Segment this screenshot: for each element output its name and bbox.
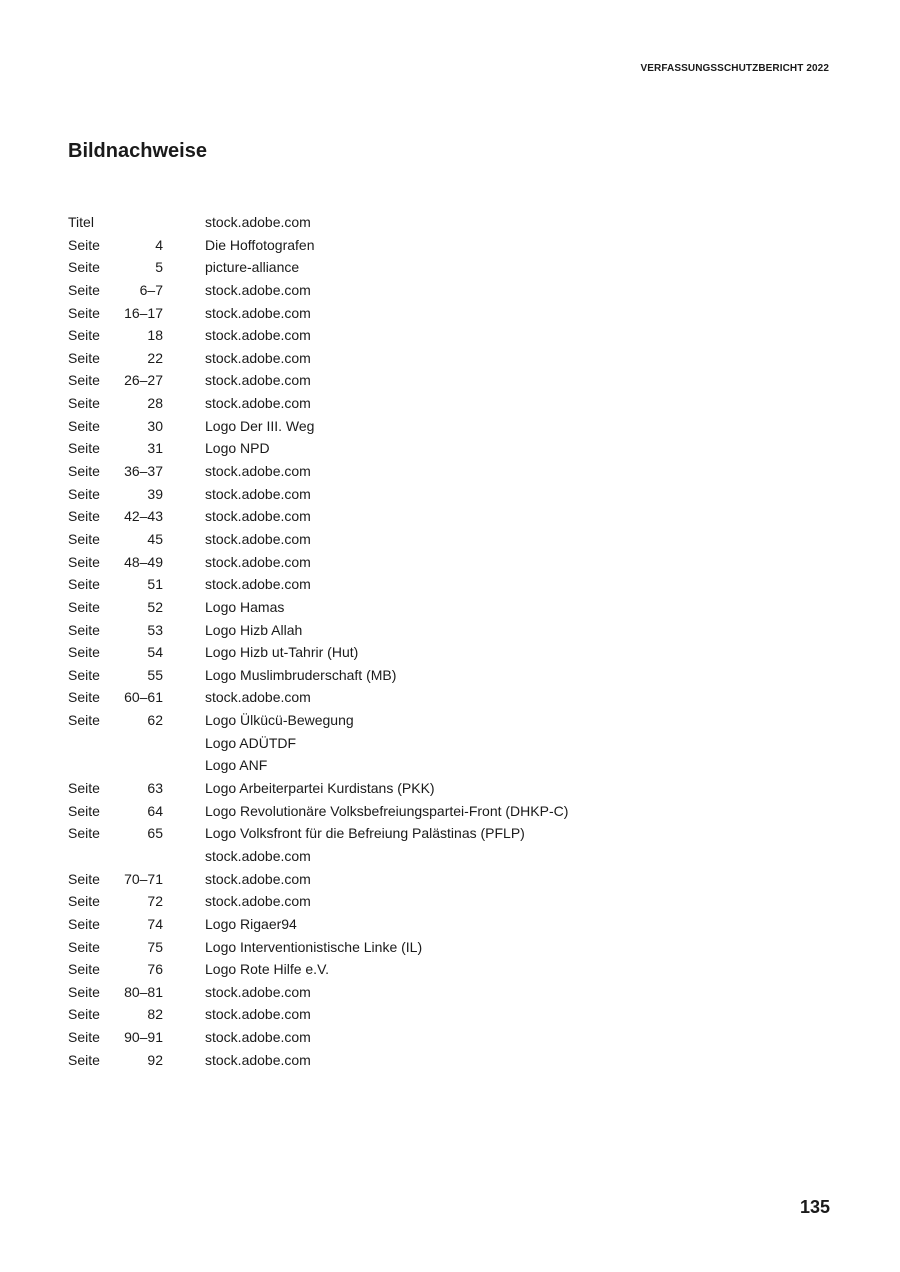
credit-page: 52 [147,598,163,615]
credit-page: 54 [147,644,163,661]
credit-source: stock.adobe.com [205,395,311,412]
credit-source: stock.adobe.com [205,281,311,298]
credit-label: Seite [68,870,100,887]
credit-row [68,460,668,483]
credit-page: 36–37 [124,463,163,480]
credit-page: 82 [147,1006,163,1023]
credit-page: 64 [147,802,163,819]
credit-page: 6–7 [139,281,163,298]
credit-row [68,256,668,279]
credit-page: 55 [147,666,163,683]
credit-row [68,619,668,642]
credit-label: Seite [68,349,100,366]
credit-source: stock.adobe.com [205,349,311,366]
credit-source: stock.adobe.com [205,1029,311,1046]
credit-label: Seite [68,780,100,797]
credit-row [68,913,668,936]
credit-source: stock.adobe.com [205,1051,311,1068]
credit-row [68,234,668,257]
credit-row [68,347,668,370]
credit-label: Seite [68,530,100,547]
credit-row [68,800,668,823]
credit-row [68,573,668,596]
credit-row [68,392,668,415]
credit-label: Seite [68,598,100,615]
credit-page: 74 [147,915,163,932]
credit-source: stock.adobe.com [205,304,311,321]
credit-source: Logo NPD [205,440,270,457]
credit-page: 60–61 [124,689,163,706]
credit-row [68,777,668,800]
credit-page: 18 [147,327,163,344]
credits-list [68,211,668,1071]
page-title: Bildnachweise [68,140,207,162]
credit-source: Logo Interventionistische Linke (IL) [205,938,423,955]
credit-row [68,981,668,1004]
credit-row [68,641,668,664]
credit-label: Seite [68,236,100,253]
credit-row [68,686,668,709]
credit-source: Logo Revolutionäre Volksbefreiungspartei-Front (DHKP-C) [205,802,569,819]
credit-label: Seite [68,417,100,434]
credit-page: 62 [147,712,163,729]
credit-label: Seite [68,893,100,910]
credit-page: 22 [147,349,163,366]
credit-page: 65 [147,825,163,842]
credit-source: picture-alliance [205,259,300,276]
credit-label: Seite [68,983,100,1000]
credit-source: stock.adobe.com [205,1006,311,1023]
credit-row [68,732,668,755]
credit-row [68,822,668,845]
credit-source: Logo Arbeiterpartei Kurdistans (PKK) [205,780,435,797]
credit-row [68,845,668,868]
credit-label: Seite [68,1006,100,1023]
credit-label: Seite [68,508,100,525]
credit-label: Seite [68,825,100,842]
page-number: 135 [799,1197,830,1217]
credit-source: stock.adobe.com [205,870,311,887]
credit-page: 31 [147,440,163,457]
credit-label: Seite [68,463,100,480]
credit-row [68,596,668,619]
credit-row [68,754,668,777]
credit-source: Logo Volksfront für die Befreiung Palästinas (PFLP) [205,825,525,842]
credit-label: Seite [68,961,100,978]
credit-label: Seite [68,304,100,321]
credit-source: stock.adobe.com [205,508,311,525]
credit-source: Logo Rigaer94 [205,915,297,932]
credit-page: 76 [147,961,163,978]
credit-label: Seite [68,553,100,570]
credit-label: Seite [68,802,100,819]
credit-row [68,868,668,891]
credit-row [68,324,668,347]
credit-row [68,1003,668,1026]
credit-label: Seite [68,689,100,706]
credit-label: Seite [68,666,100,683]
credit-label: Seite [68,281,100,298]
credit-row [68,936,668,959]
credit-source: Logo Muslimbruderschaft (MB) [205,666,397,683]
credit-page: 75 [147,938,163,955]
credit-row [68,551,668,574]
credit-source: Logo Hamas [205,598,285,615]
credit-page: 51 [147,576,163,593]
credit-label: Titel [68,214,94,230]
credit-label: Seite [68,1029,100,1046]
credit-label: Seite [68,327,100,344]
credit-label: Seite [68,621,100,638]
credit-page: 42–43 [124,508,163,525]
credit-row [68,890,668,913]
credit-label: Seite [68,1051,100,1068]
credit-page: 48–49 [124,553,163,570]
credit-source: stock.adobe.com [205,463,311,480]
credit-row [68,505,668,528]
credit-row [68,415,668,438]
credit-label: Seite [68,938,100,955]
credit-source: Die Hoffotografen [205,236,315,253]
credit-page: 28 [147,395,163,412]
credit-row [68,528,668,551]
credit-page: 72 [147,893,163,910]
credit-source: Logo Der III. Weg [205,417,315,434]
credit-row [68,211,668,234]
credit-page: 39 [147,485,163,502]
credit-label: Seite [68,915,100,932]
credit-source: stock.adobe.com [205,372,311,389]
credit-source: stock.adobe.com [205,689,311,706]
credit-page: 26–27 [124,372,163,389]
credit-label: Seite [68,395,100,412]
credit-row [68,279,668,302]
credit-label: Seite [68,485,100,502]
credit-source: stock.adobe.com [205,576,311,593]
credit-row [68,369,668,392]
credit-page: 63 [147,780,163,797]
credit-source: Logo ADÜTDF [205,734,297,751]
credit-source: Logo Hizb Allah [205,621,303,638]
credit-label: Seite [68,712,100,729]
credit-row [68,1026,668,1049]
credit-source: stock.adobe.com [205,983,311,1000]
credit-source: stock.adobe.com [205,327,311,344]
credit-source: stock.adobe.com [205,847,311,864]
credit-page: 45 [147,530,163,547]
credit-page: 53 [147,621,163,638]
credit-page: 30 [147,417,163,434]
credit-page: 5 [155,259,163,276]
credit-label: Seite [68,440,100,457]
credit-row [68,483,668,506]
credit-page: 70–71 [124,870,163,887]
credit-label: Seite [68,259,100,276]
credit-row [68,664,668,687]
credit-row [68,302,668,325]
credit-row [68,437,668,460]
credit-label: Seite [68,576,100,593]
credit-label: Seite [68,372,100,389]
credit-page: 80–81 [124,983,163,1000]
credit-row [68,958,668,981]
credit-source: stock.adobe.com [205,553,311,570]
credit-page: 16–17 [124,304,163,321]
credit-source: stock.adobe.com [205,893,311,910]
credit-row [68,709,668,732]
credit-source: stock.adobe.com [205,214,311,230]
credit-source: stock.adobe.com [205,485,311,502]
credit-source: Logo Hizb ut-Tahrir (Hut) [205,644,359,661]
running-header: VERFASSUNGSSCHUTZBERICHT 2022 [640,63,829,74]
credit-page: 4 [155,236,163,253]
credit-page: 92 [147,1051,163,1068]
credit-page: 90–91 [124,1029,163,1046]
credit-row [68,1049,668,1072]
credit-source: Logo Ülkücü-Bewegung [205,712,354,729]
credit-source: Logo Rote Hilfe e.V. [205,961,330,978]
credit-label: Seite [68,644,100,661]
credit-source: Logo ANF [205,757,268,774]
credit-source: stock.adobe.com [205,530,311,547]
